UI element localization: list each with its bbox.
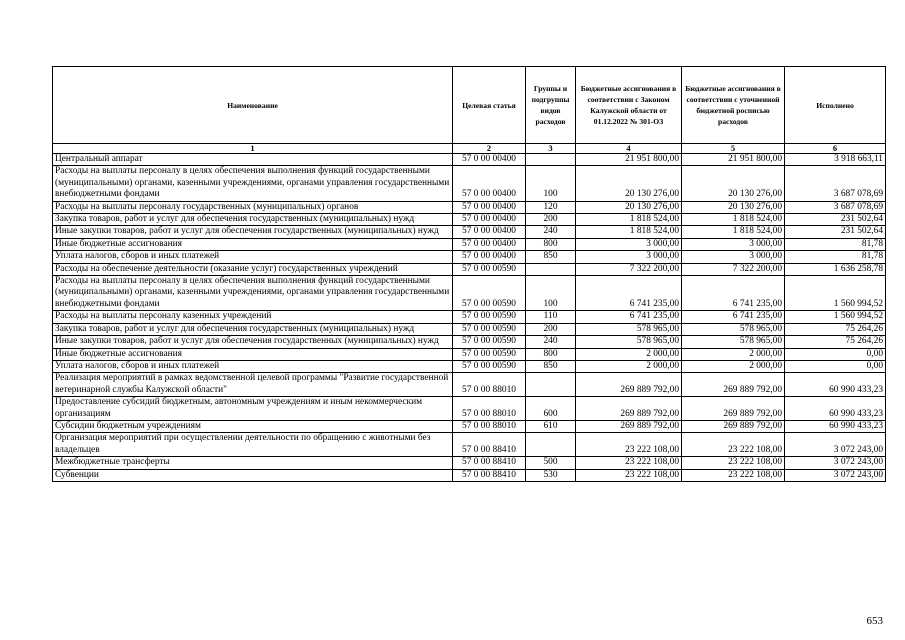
- row-updated-amount: 21 951 800,00: [682, 154, 785, 166]
- row-executed-amount: 1 636 258,78: [785, 263, 886, 275]
- row-updated-amount: 578 965,00: [682, 323, 785, 335]
- row-target-code: 57 0 00 00400: [453, 226, 526, 238]
- row-law-amount: 1 818 524,00: [576, 214, 682, 226]
- row-target-code: 57 0 00 88010: [453, 397, 526, 421]
- row-group-code: 610: [526, 420, 576, 432]
- row-executed-amount: 231 502,64: [785, 226, 886, 238]
- row-target-code: 57 0 00 88010: [453, 373, 526, 397]
- table-row: [53, 397, 886, 421]
- table-row: [53, 469, 886, 481]
- row-executed-amount: 231 502,64: [785, 214, 886, 226]
- row-target-code: 57 0 00 00400: [453, 154, 526, 166]
- table-row: [53, 420, 886, 432]
- table-row: [53, 360, 886, 372]
- row-target-code: 57 0 00 88010: [453, 420, 526, 432]
- budget-table-container: [52, 66, 885, 482]
- row-target-code: 57 0 00 00590: [453, 311, 526, 323]
- row-updated-amount: 1 818 524,00: [682, 226, 785, 238]
- row-executed-amount: 75 264,26: [785, 323, 886, 335]
- row-law-amount: 20 130 276,00: [576, 201, 682, 213]
- row-law-amount: 1 818 524,00: [576, 226, 682, 238]
- row-executed-amount: 0,00: [785, 348, 886, 360]
- row-executed-amount: 0,00: [785, 360, 886, 372]
- row-law-amount: 23 222 108,00: [576, 433, 682, 457]
- row-updated-amount: 269 889 792,00: [682, 397, 785, 421]
- col-number: 3: [526, 144, 576, 154]
- row-law-amount: 23 222 108,00: [576, 469, 682, 481]
- row-target-code: 57 0 00 00590: [453, 263, 526, 275]
- row-law-amount: 2 000,00: [576, 360, 682, 372]
- row-updated-amount: 6 741 235,00: [682, 311, 785, 323]
- row-name: Расходы на обеспечение деятельности (оказание услуг) государственных учреждений: [53, 263, 453, 275]
- row-name: Организация мероприятий при осуществлении деятельности по обращению с животными без владельцев: [53, 433, 453, 457]
- row-group-code: 100: [526, 166, 576, 201]
- row-name: Субвенции: [53, 469, 453, 481]
- row-name: Уплата налогов, сборов и иных платежей: [53, 251, 453, 263]
- row-executed-amount: 1 560 994,52: [785, 276, 886, 311]
- table-row: [53, 457, 886, 469]
- row-updated-amount: 20 130 276,00: [682, 201, 785, 213]
- row-law-amount: 578 965,00: [576, 336, 682, 348]
- col-number: 2: [453, 144, 526, 154]
- row-group-code: [526, 433, 576, 457]
- row-group-code: 850: [526, 360, 576, 372]
- row-group-code: 110: [526, 311, 576, 323]
- row-group-code: 200: [526, 323, 576, 335]
- header-executed: Исполнено: [785, 67, 886, 144]
- row-executed-amount: 60 990 433,23: [785, 397, 886, 421]
- row-name: Реализация мероприятий в рамках ведомственной целевой программы "Развитие государственной ветеринарной службы Калужской области": [53, 373, 453, 397]
- table-row: [53, 348, 886, 360]
- table-row: [53, 238, 886, 250]
- row-updated-amount: 1 818 524,00: [682, 214, 785, 226]
- row-law-amount: 23 222 108,00: [576, 457, 682, 469]
- row-target-code: 57 0 00 00590: [453, 348, 526, 360]
- page-number: 653: [866, 615, 883, 627]
- table-row: [53, 433, 886, 457]
- row-group-code: 100: [526, 276, 576, 311]
- row-law-amount: 20 130 276,00: [576, 166, 682, 201]
- row-group-code: [526, 154, 576, 166]
- table-row: [53, 323, 886, 335]
- row-target-code: 57 0 00 00590: [453, 323, 526, 335]
- row-name: Центральный аппарат: [53, 154, 453, 166]
- row-updated-amount: 23 222 108,00: [682, 433, 785, 457]
- table-row: [53, 154, 886, 166]
- row-executed-amount: 81,78: [785, 251, 886, 263]
- row-updated-amount: 6 741 235,00: [682, 276, 785, 311]
- row-name: Иные закупки товаров, работ и услуг для обеспечения государственных (муниципальных) нужд: [53, 336, 453, 348]
- row-updated-amount: 23 222 108,00: [682, 469, 785, 481]
- row-executed-amount: 3 072 243,00: [785, 469, 886, 481]
- row-group-code: 120: [526, 201, 576, 213]
- row-name: Расходы на выплаты персоналу казенных учреждений: [53, 311, 453, 323]
- header-updated: Бюджетные ассигнования в соответствии с уточненной бюджетной росписью расходов: [682, 67, 785, 144]
- row-executed-amount: 60 990 433,23: [785, 420, 886, 432]
- row-group-code: 530: [526, 469, 576, 481]
- row-executed-amount: 3 918 663,11: [785, 154, 886, 166]
- col-number: 5: [682, 144, 785, 154]
- row-executed-amount: 3 072 243,00: [785, 457, 886, 469]
- table-row: [53, 226, 886, 238]
- table-row: [53, 201, 886, 213]
- row-target-code: 57 0 00 00400: [453, 238, 526, 250]
- row-target-code: 57 0 00 88410: [453, 433, 526, 457]
- row-name: Расходы на выплаты персоналу государственных (муниципальных) органов: [53, 201, 453, 213]
- row-law-amount: 6 741 235,00: [576, 311, 682, 323]
- table-row: [53, 263, 886, 275]
- row-target-code: 57 0 00 00590: [453, 276, 526, 311]
- row-law-amount: 578 965,00: [576, 323, 682, 335]
- table-row: [53, 251, 886, 263]
- row-name: Иные бюджетные ассигнования: [53, 238, 453, 250]
- row-executed-amount: 81,78: [785, 238, 886, 250]
- row-name: Закупка товаров, работ и услуг для обеспечения государственных (муниципальных) нужд: [53, 323, 453, 335]
- header-law: Бюджетные ассигнования в соответствии с Законом Калужской области от 01.12.2022 № 301-ОЗ: [576, 67, 682, 144]
- row-updated-amount: 269 889 792,00: [682, 373, 785, 397]
- table-row: [53, 276, 886, 311]
- row-executed-amount: 60 990 433,23: [785, 373, 886, 397]
- row-law-amount: 269 889 792,00: [576, 420, 682, 432]
- row-law-amount: 2 000,00: [576, 348, 682, 360]
- table-body: [53, 154, 886, 482]
- row-group-code: 800: [526, 348, 576, 360]
- col-number: 1: [53, 144, 453, 154]
- row-law-amount: 3 000,00: [576, 238, 682, 250]
- header-target: Целевая статья: [453, 67, 526, 144]
- table-row: [53, 214, 886, 226]
- row-executed-amount: 3 072 243,00: [785, 433, 886, 457]
- row-group-code: 800: [526, 238, 576, 250]
- row-target-code: 57 0 00 00400: [453, 166, 526, 201]
- row-law-amount: 3 000,00: [576, 251, 682, 263]
- column-number-row: [53, 144, 886, 154]
- row-target-code: 57 0 00 00400: [453, 251, 526, 263]
- row-updated-amount: 20 130 276,00: [682, 166, 785, 201]
- row-name: Межбюджетные трансферты: [53, 457, 453, 469]
- row-group-code: 240: [526, 226, 576, 238]
- row-group-code: [526, 263, 576, 275]
- row-name: Уплата налогов, сборов и иных платежей: [53, 360, 453, 372]
- row-law-amount: 21 951 800,00: [576, 154, 682, 166]
- row-updated-amount: 3 000,00: [682, 251, 785, 263]
- row-updated-amount: 23 222 108,00: [682, 457, 785, 469]
- row-target-code: 57 0 00 00400: [453, 201, 526, 213]
- col-number: 6: [785, 144, 886, 154]
- row-group-code: [526, 373, 576, 397]
- table-row: [53, 311, 886, 323]
- row-name: Закупка товаров, работ и услуг для обеспечения государственных (муниципальных) нужд: [53, 214, 453, 226]
- header-row: [53, 67, 886, 144]
- row-group-code: 600: [526, 397, 576, 421]
- row-group-code: 240: [526, 336, 576, 348]
- table-row: [53, 373, 886, 397]
- row-executed-amount: 3 687 078,69: [785, 201, 886, 213]
- row-law-amount: 269 889 792,00: [576, 373, 682, 397]
- row-updated-amount: 7 322 200,00: [682, 263, 785, 275]
- row-updated-amount: 269 889 792,00: [682, 420, 785, 432]
- row-name: Расходы на выплаты персоналу в целях обеспечения выполнения функций государственными (муниципальными) органами, казенными учреждениями, органами управления государственными внебюджетными фондами: [53, 276, 453, 311]
- row-target-code: 57 0 00 00590: [453, 336, 526, 348]
- row-name: Расходы на выплаты персоналу в целях обеспечения выполнения функций государственными (муниципальными) органами, казенными учреждениями, органами управления государственными внебюджетными фондами: [53, 166, 453, 201]
- col-number: 4: [576, 144, 682, 154]
- row-target-code: 57 0 00 00400: [453, 214, 526, 226]
- row-name: Субсидии бюджетным учреждениям: [53, 420, 453, 432]
- row-updated-amount: 3 000,00: [682, 238, 785, 250]
- row-executed-amount: 1 560 994,52: [785, 311, 886, 323]
- header-name: Наименование: [53, 67, 453, 144]
- row-law-amount: 7 322 200,00: [576, 263, 682, 275]
- row-target-code: 57 0 00 00590: [453, 360, 526, 372]
- row-group-code: 200: [526, 214, 576, 226]
- header-group: Группы и подгруппы видов расходов: [526, 67, 576, 144]
- row-group-code: 850: [526, 251, 576, 263]
- row-updated-amount: 578 965,00: [682, 336, 785, 348]
- budget-table: [52, 66, 886, 482]
- row-target-code: 57 0 00 88410: [453, 469, 526, 481]
- row-updated-amount: 2 000,00: [682, 348, 785, 360]
- table-row: [53, 166, 886, 201]
- row-group-code: 500: [526, 457, 576, 469]
- row-law-amount: 6 741 235,00: [576, 276, 682, 311]
- row-name: Иные бюджетные ассигнования: [53, 348, 453, 360]
- row-name: Иные закупки товаров, работ и услуг для обеспечения государственных (муниципальных) нужд: [53, 226, 453, 238]
- row-updated-amount: 2 000,00: [682, 360, 785, 372]
- row-law-amount: 269 889 792,00: [576, 397, 682, 421]
- row-name: Предоставление субсидий бюджетным, автономным учреждениям и иным некоммерческим организациям: [53, 397, 453, 421]
- row-executed-amount: 75 264,26: [785, 336, 886, 348]
- row-target-code: 57 0 00 88410: [453, 457, 526, 469]
- row-executed-amount: 3 687 078,69: [785, 166, 886, 201]
- table-row: [53, 336, 886, 348]
